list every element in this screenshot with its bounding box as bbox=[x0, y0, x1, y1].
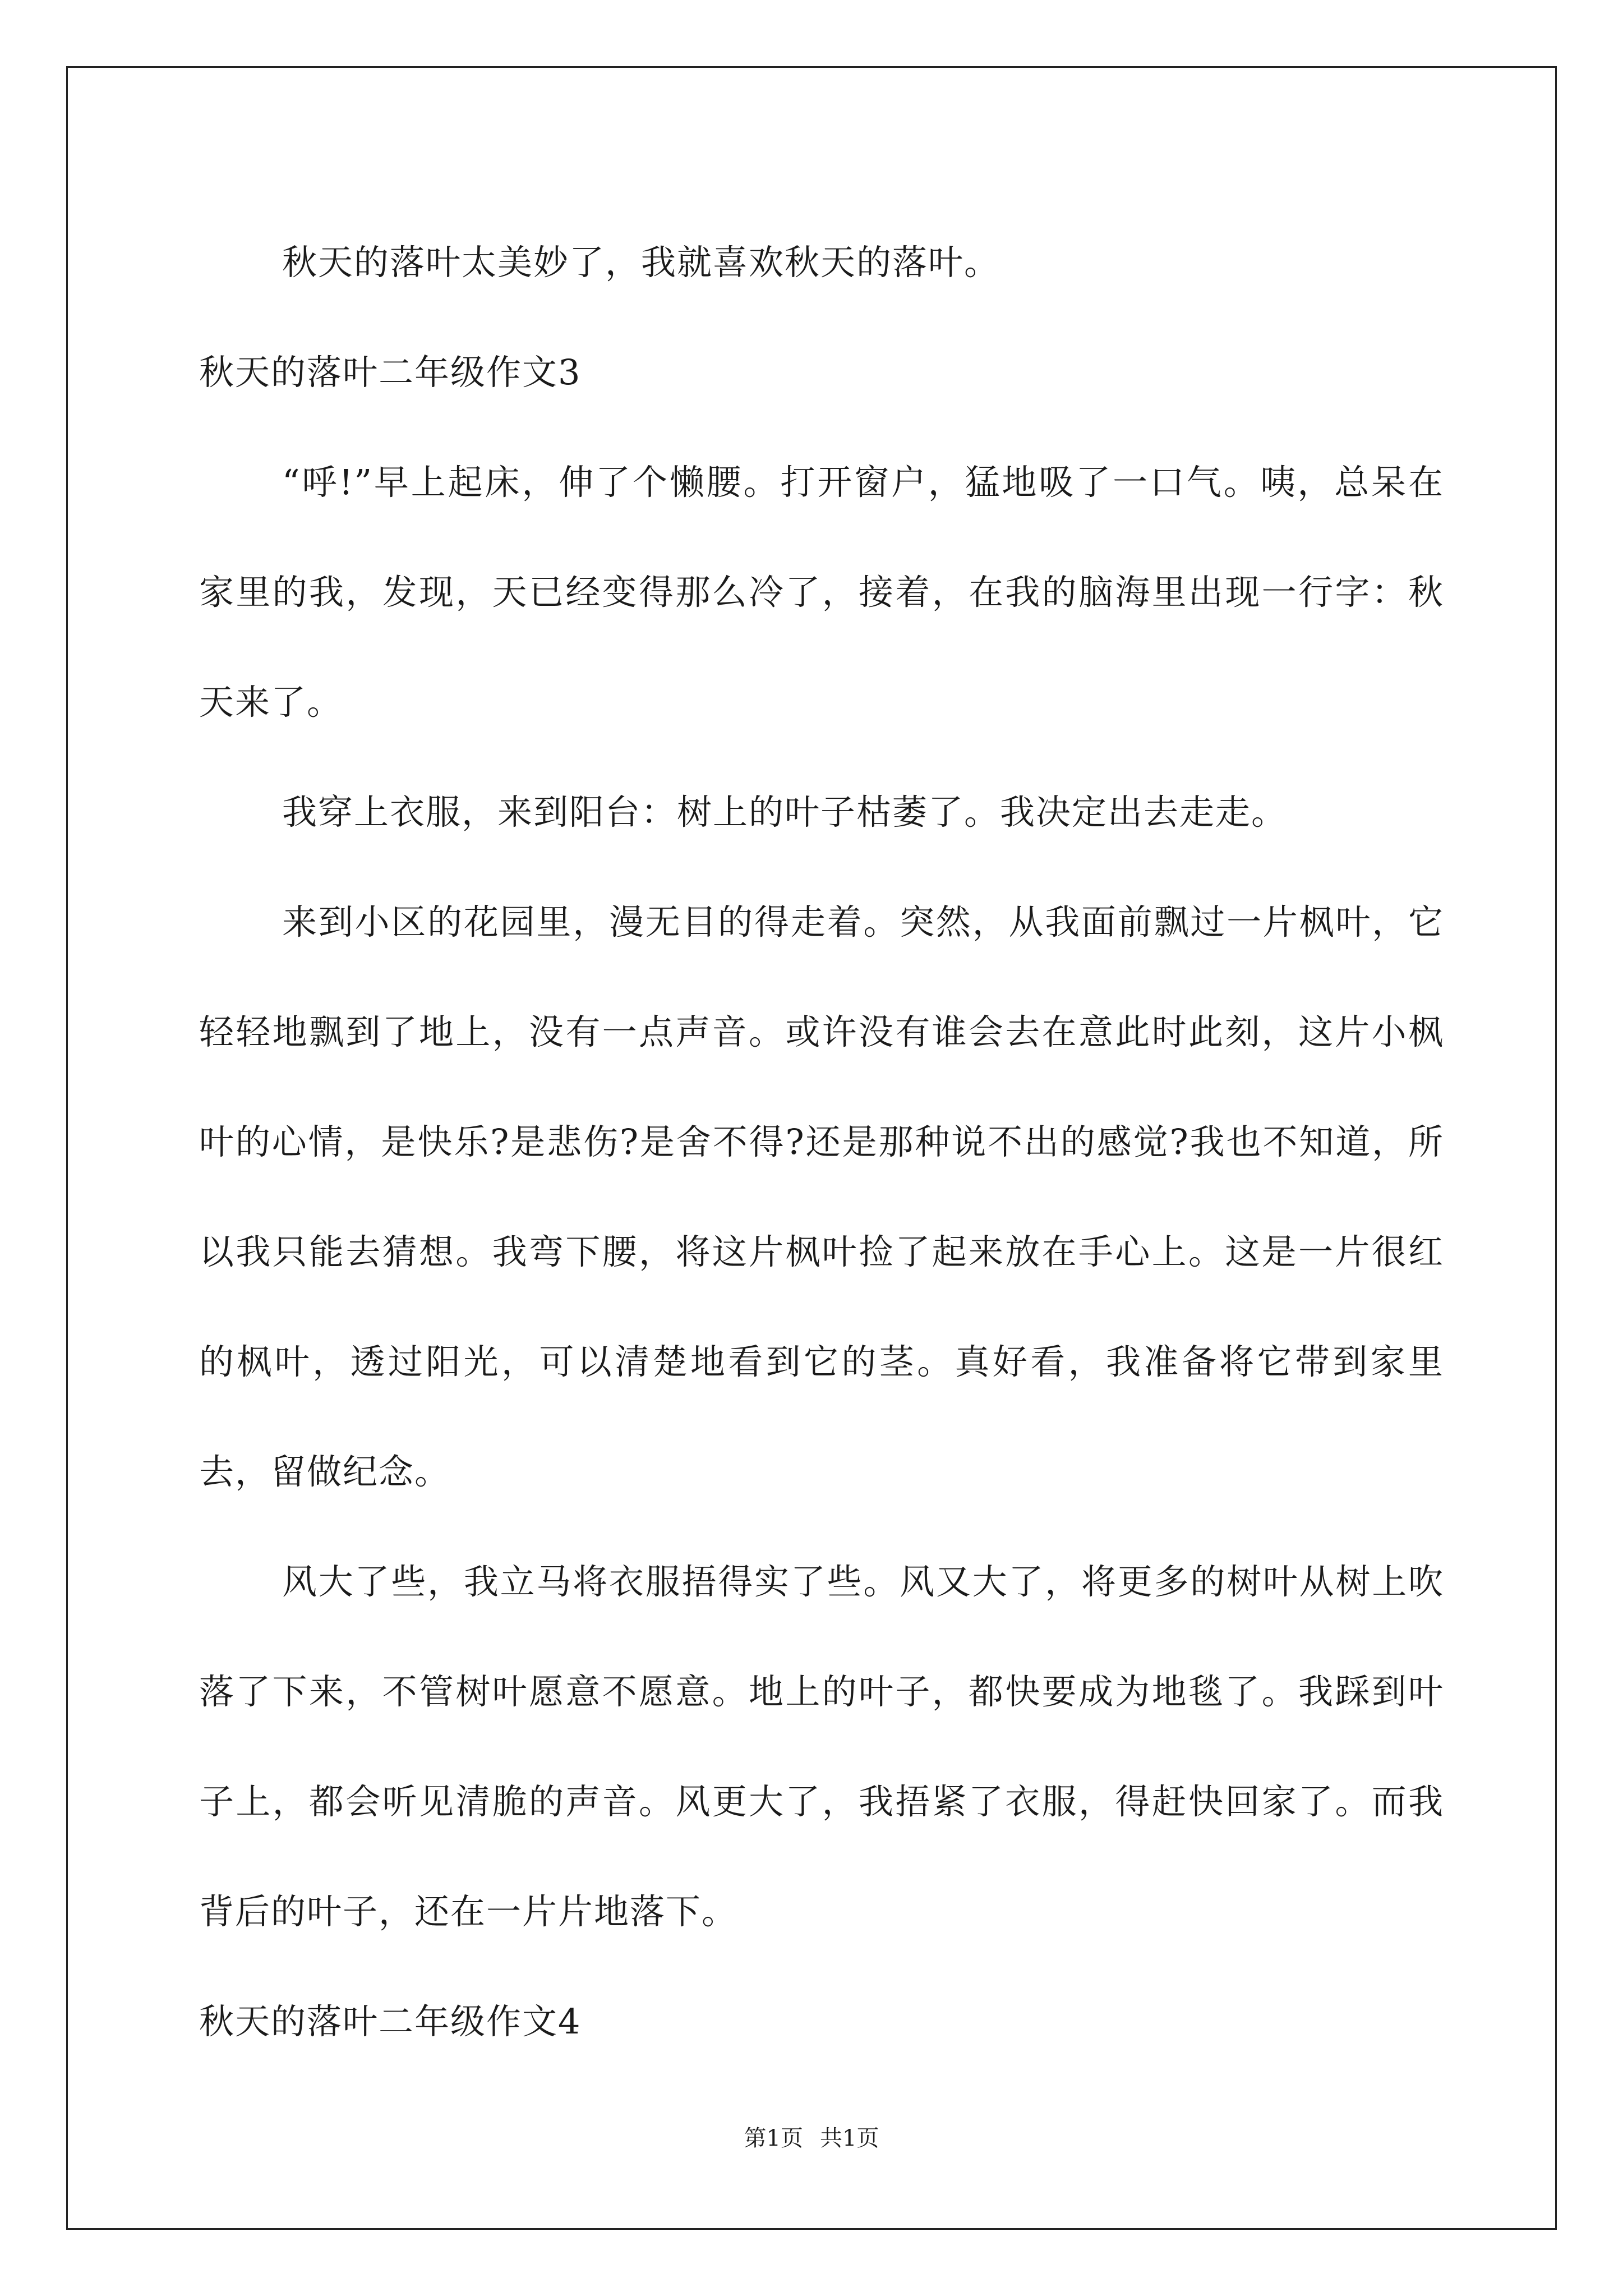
document-body bbox=[199, 208, 1444, 2077]
paragraph: 我穿上衣服，来到阳台：树上的叶子枯萎了。我决定出去走走。 bbox=[282, 792, 1288, 832]
paragraph: 来到小区的花园里，漫无目的得走着。突然，从我面前飘过一片枫叶，它轻轻地飘到了地上，没有一点声音。或许没有谁会去在意此时此刻，这片小枫叶的心情，是快乐?是悲伤?是舍不得?还是那种说不出的感觉?我也不知道，所以我只能去猜想。我弯下腰，将这片枫叶捡了起来放在手心上。这是一片很红的枫叶，透过阳光，可以清楚地看到它的茎。真好看，我准备将它带到家里去，留做纪念。 bbox=[199, 901, 1444, 1492]
paragraph: “呼!”早上起床，伸了个懒腰。打开窗户，猛地吸了一口气。咦，总呆在家里的我，发现，天已经变得那么冷了，接着，在我的脑海里出现一行字：秋天来了。 bbox=[199, 462, 1444, 723]
section-heading: 秋天的落叶二年级作文4 bbox=[199, 2001, 582, 2042]
section-heading: 秋天的落叶二年级作文3 bbox=[199, 352, 582, 393]
page-number: 第1页 bbox=[744, 2125, 803, 2151]
paragraph: 秋天的落叶太美妙了，我就喜欢秋天的落叶。 bbox=[282, 242, 1000, 283]
paragraph: 风大了些，我立马将衣服捂得实了些。风又大了，将更多的树叶从树上吹落了下来，不管树叶愿意不愿意。地上的叶子，都快要成为地毯了。我踩到叶子上，都会听见清脆的声音。风更大了，我捂紧了衣服，得赶快回家了。而我背后的叶子，还在一片片地落下。 bbox=[199, 1561, 1444, 1932]
page-footer bbox=[0, 2120, 1623, 2152]
page-total: 共1页 bbox=[820, 2125, 879, 2151]
